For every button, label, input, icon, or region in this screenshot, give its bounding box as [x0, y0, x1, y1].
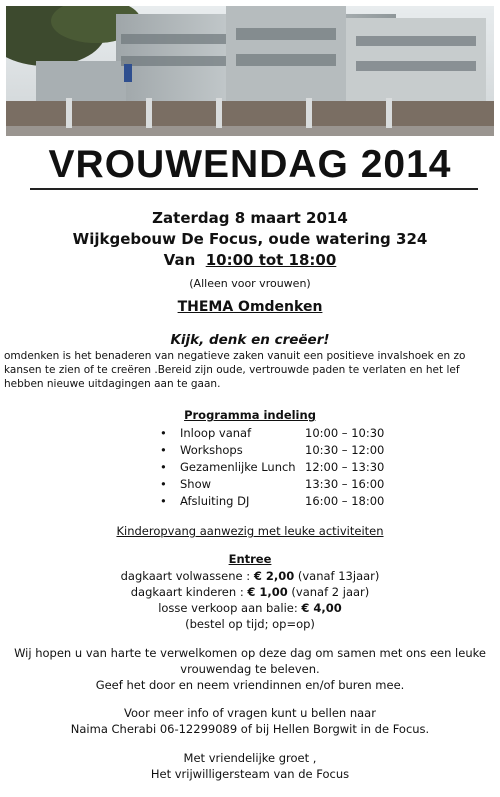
contact-line-2: Naima Cherabi 06-12299089 of bij Hellen Borgwit in de Focus.: [70, 722, 430, 736]
program-item-time: 16:00 – 18:00: [305, 494, 385, 508]
entree-child-label: dagkaart kinderen :: [130, 585, 244, 599]
entree-door: [0, 600, 500, 616]
childcare-note: Kinderopvang aanwezig met leuke activiteiten: [116, 524, 384, 538]
entree-door-note: (bestel op tijd; op=op): [185, 617, 315, 631]
entree-door-price: € 4,00: [301, 601, 342, 615]
event-location: Wijkgebouw De Focus, oude watering 324: [72, 230, 428, 248]
entree-child-note: (vanaf 2 jaar): [291, 585, 370, 599]
entree-adult-price: € 2,00: [253, 569, 295, 583]
event-time-range: 10:00 tot 18:00: [205, 251, 337, 269]
event-date: Zaterdag 8 maart 2014: [152, 209, 348, 227]
program-item-time: 10:30 – 12:00: [305, 443, 385, 457]
program-item-name: Show: [180, 477, 212, 491]
bullet: •: [160, 477, 167, 491]
intro-paragraph: omdenken is het benaderen van negatieve zaken vanuit een positieve invalshoek en zo kansen te zien of te creëren .Bereid zijn oude, vertrouwde paden te verlaten en het lef hebben nieuwe uitdagingen aan te gaan.: [4, 350, 466, 390]
entree-adult-label: dagkaart volwassene :: [120, 569, 251, 583]
contact-line-1: Voor meer info of vragen kunt u bellen naar: [124, 706, 376, 720]
entree-child-price: € 1,00: [247, 585, 288, 599]
welcome-line-3: Geef het door en neem vriendinnen en/of buren mee.: [95, 678, 405, 692]
program-item-time: 12:00 – 13:30: [305, 460, 385, 474]
page-title: VROUWENDAG 2014: [48, 143, 452, 186]
program-item-name: Workshops: [180, 443, 243, 457]
event-time-prefix: Van: [163, 251, 196, 269]
welcome-line-1: Wij hopen u van harte te verwelkomen op deze dag om samen met ons een leuke: [14, 646, 486, 660]
program-heading: Programma indeling: [184, 408, 316, 422]
program-item-name: Gezamenlijke Lunch: [180, 460, 296, 474]
program-item-name: Afsluiting DJ: [180, 494, 250, 508]
closing-line-2: Het vrijwilligersteam van de Focus: [150, 767, 350, 781]
bullet: •: [160, 494, 167, 508]
program-item: [160, 442, 400, 459]
event-audience: (Alleen voor vrouwen): [189, 277, 311, 290]
entree-child: [0, 584, 500, 600]
program-item: [160, 425, 400, 442]
program-list: [160, 425, 400, 510]
building-photo: [6, 6, 494, 136]
closing-line-1: Met vriendelijke groet ,: [183, 751, 317, 765]
bullet: •: [160, 460, 167, 474]
title-underline: [30, 188, 478, 190]
entree-adult-note: (vanaf 13jaar): [297, 569, 380, 583]
event-time: [0, 250, 500, 270]
program-item: [160, 459, 400, 476]
entree-heading: Entree: [228, 552, 272, 566]
welcome-line-2: vrouwendag te beleven.: [180, 662, 320, 676]
program-item: [160, 493, 400, 510]
entree-adult: [0, 568, 500, 584]
program-item-time: 10:00 – 10:30: [305, 426, 385, 440]
slogan: Kijk, denk en creëer!: [170, 332, 330, 348]
program-item-name: Inloop vanaf: [180, 426, 252, 440]
entree-door-label: losse verkoop aan balie:: [158, 601, 298, 615]
program-item: [160, 476, 400, 493]
program-item-time: 13:30 – 16:00: [305, 477, 385, 491]
bullet: •: [160, 426, 167, 440]
bullet: •: [160, 443, 167, 457]
theme-heading: THEMA Omdenken: [177, 299, 323, 315]
